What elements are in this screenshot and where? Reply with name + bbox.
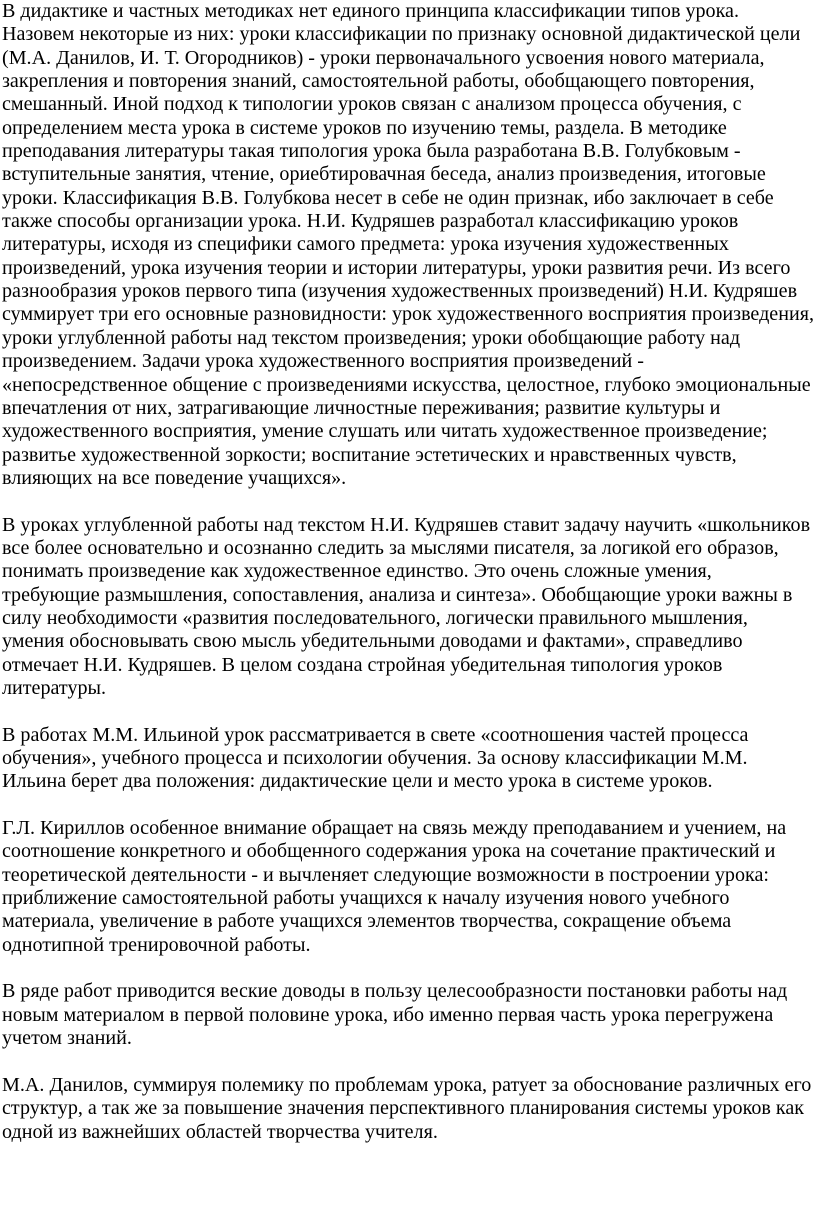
paragraph-lesson-classification: В дидактике и частных методиках нет единого принципа классификации типов урока. Назовем некоторые из них: уроки классификации по признаку основной дидактической цели (М.А. Данилов, И. Т. Огородников) - уроки первоначального усвоения нового материала, закрепления и повторения знаний, самостоятельной работы, обобщающего повторения, смешанный. Иной подход к типологии уроков связан с анализом процесса обучения, с определением места урока в системе уроков по изучению темы, раздела. В методике преподавания литературы такая типология урока была разработана В.В. Голубковым - вступительные занятия, чтение, ориебтировачная беседа, анализ произведения, итоговые уроки. Классификация В.В. Голубкова несет в себе не один признак, ибо заключает в себе также способы организации урока. Н.И. Кудряшев разработал классификацию уроков литературы, исходя из специфики самого предмета: урока изучения художественных произведений, урока изучения теории и истории литературы, уроки развития речи. Из всего разнообразия уроков первого типа (изучения художественных произведений) Н.И. Кудряшев суммирует три его основные разновидности: урок художественного восприятия произведения, уроки углубленной работы над текстом произведения; уроки обобщающие работу над произведением. Задачи урока художественного восприятия произведений - «непосредственное общение с произведениями искусства, целостное, глубоко эмоциональные впечатления от них, затрагивающие личностные переживания; развитие культуры и художественного восприятия, умение слушать или читать художественное произведение; развитье художественной зоркости; воспитание эстетических и нравственных чувств, влияющих на все поведение учащихся». bbox=[2, 0, 815, 489]
paragraph-in-depth-text-work: В уроках углубленной работы над текстом Н.И. Кудряшев ставит задачу научить «школьников все более основательно и осознанно следить за мыслями писателя, за логикой его образов, понимать произведение как художественное единство. Это очень сложные умения, требующие размышления, сопоставления, анализа и синтеза». Обобщающие уроки важны в силу необходимости «развития последовательного, логически правильного мышления, умения обосновывать свою мысль убедительными доводами и фактами», справедливо отмечает Н.И. Кудряшев. В целом создана стройная убедительная типология уроков литературы. bbox=[2, 513, 811, 699]
paragraph-danilov-summary: М.А. Данилов, суммируя полемику по проблемам урока, ратует за обоснование различных его структур, а так же за повышение значения перспективного планирования системы уроков как одной из важнейших областей творчества учителя. bbox=[2, 1073, 812, 1143]
paragraph-ilina: В работах М.М. Ильиной урок рассматривается в свете «соотношения частей процесса обучения», учебного процесса и психологии обучения. За основу классификации М.М. Ильина берет два положения: дидактические цели и место урока в системе уроков. bbox=[2, 723, 749, 793]
paragraph-new-material-first-half: В ряде работ приводится веские доводы в пользу целесообразности постановки работы над новым материалом в первой половине урока, ибо именно первая часть урока перегружена учетом знаний. bbox=[2, 980, 788, 1050]
paragraph-kirillov: Г.Л. Кириллов особенное внимание обращает на связь между преподаванием и учением, на соотношение конкретного и обобщенного содержания урока на сочетание практический и теоретической деятельности - и вычленяет следующие возможности в построении урока: приближение самостоятельной работы учащихся к началу изучения нового учебного материала, увеличение в работе учащихся элементов творчества, сокращение объема однотипной тренировочной работы. bbox=[2, 817, 787, 956]
